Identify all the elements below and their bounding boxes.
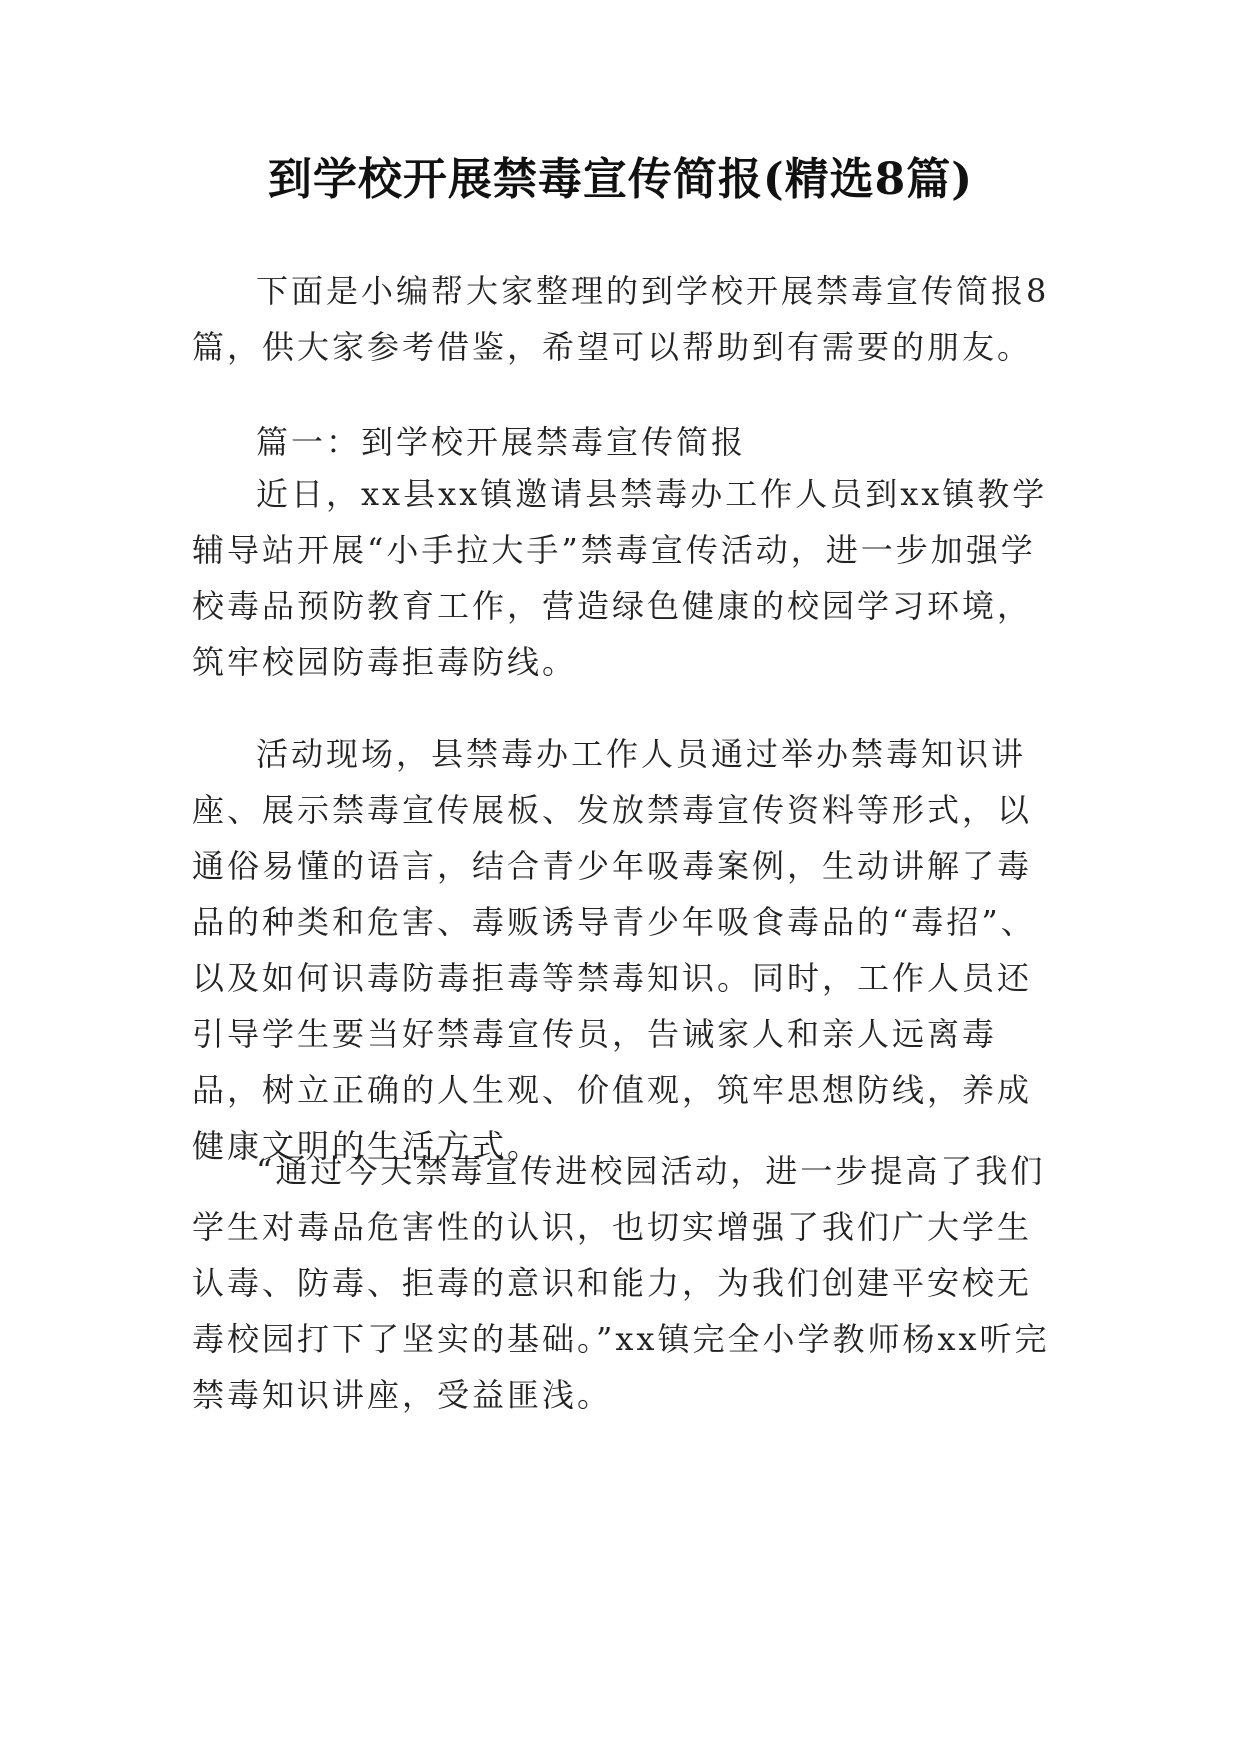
body-paragraph-1: 近日，xx县xx镇邀请县禁毒办工作人员到xx镇教学辅导站开展“小手拉大手”禁毒宣传活动，进一步加强学校毒品预防教育工作，营造绿色健康的校园学习环境，筑牢校园防毒拒毒防线。 — [192, 475, 1048, 681]
section-heading: 篇一：到学校开展禁毒宣传简报 — [256, 423, 747, 461]
body-paragraph-3: “通过今天禁毒宣传进校园活动，进一步提高了我们学生对毒品危害性的认识，也切实增强了我们广大学生认毒、防毒、拒毒的意识和能力，为我们创建平安校无毒校园打下了坚实的基础。”xx镇完全小学教师杨xx听完禁毒知识讲座，受益匪浅。 — [192, 1152, 1050, 1414]
body-paragraph-2: 活动现场，县禁毒办工作人员通过举办禁毒知识讲座、展示禁毒宣传展板、发放禁毒宣传资料等形式，以通俗易懂的语言，结合青少年吸毒案例，生动讲解了毒品的种类和危害、毒贩诱导青少年吸食毒品的“毒招”、以及如何识毒防毒拒毒等禁毒知识。同时，工作人员还引导学生要当好禁毒宣传员，告诫家人和亲人远离毒品，树立正确的人生观、价值观，筑牢思想防线，养成健康文明的生活方式。 — [192, 735, 1036, 1165]
intro-paragraph: 下面是小编帮大家整理的到学校开展禁毒宣传简报8篇，供大家参考借鉴，希望可以帮助到有需要的朋友。 — [192, 272, 1050, 366]
document-title: 到学校开展禁毒宣传简报(精选8篇) — [267, 154, 974, 205]
